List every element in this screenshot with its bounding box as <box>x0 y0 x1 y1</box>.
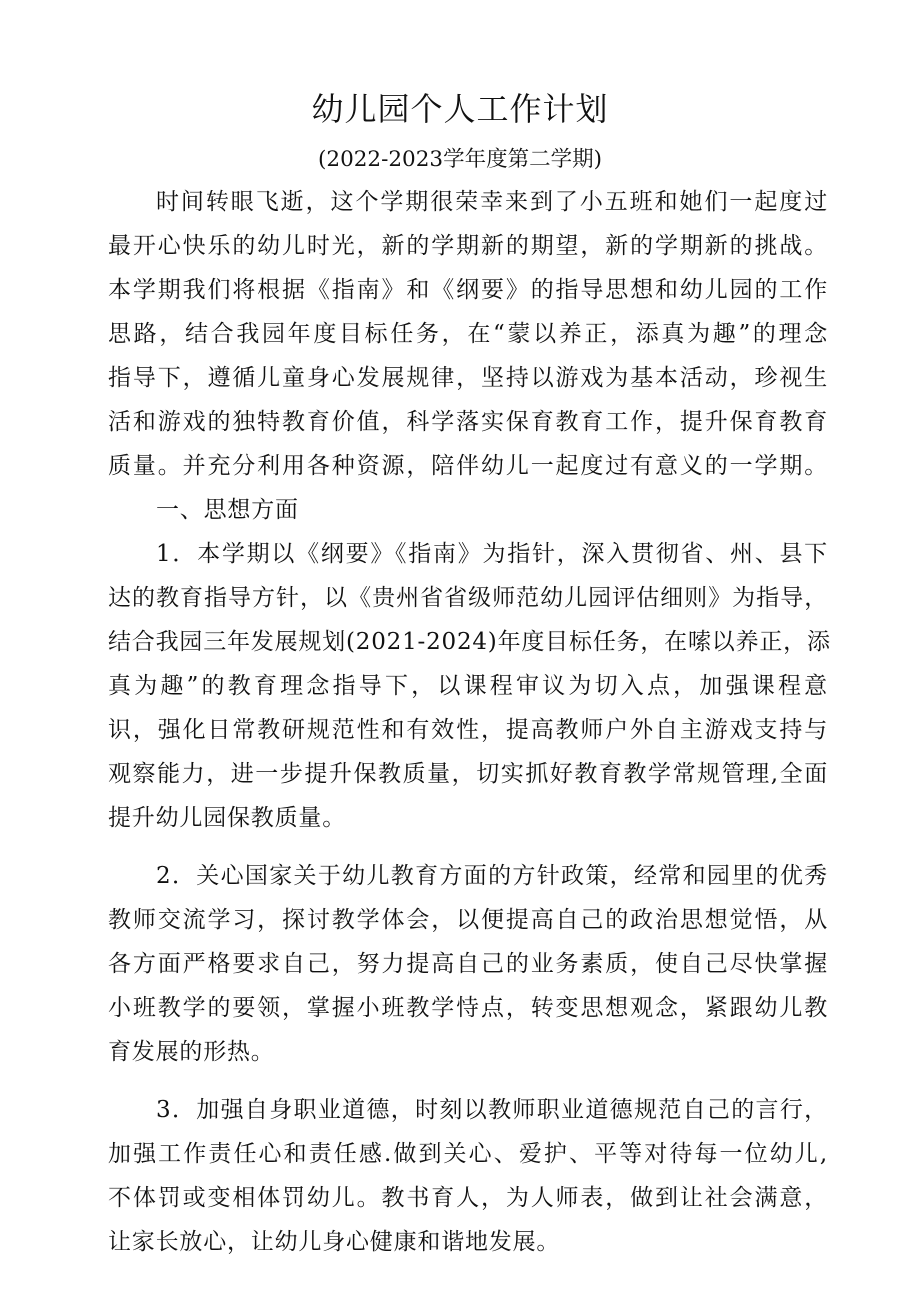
text-line: 提升幼儿园保教质量。 <box>108 805 346 831</box>
text-line: 教师交流学习，探讨教学体会，以便提高自己的政治思想觉悟，从 <box>108 907 828 933</box>
text-line: 达的教育指导方针，以《贵州省省级师范幼儿园评估细则》为指导， <box>108 585 828 611</box>
document-subtitle: (2022-2023学年度第二学期) <box>318 147 602 172</box>
text-line: 识，强化日常教研规范性和有效性，提高教师户外自主游戏支持与 <box>108 717 828 743</box>
text-line: 让家长放心，让幼儿身心健康和谐地发展。 <box>108 1229 561 1255</box>
text-line: 思路，结合我园年度目标任务，在“蒙以养正，添真为趣”的理念 <box>108 321 828 347</box>
text-line: 活和游戏的独特教育价值，科学落实保育教育工作，提升保育教育 <box>108 409 828 435</box>
text-line: 时间转眼飞逝，这个学期很荣幸来到了小五班和她们一起度过 <box>156 189 828 215</box>
text-line: 真为趣”的教育理念指导下，以课程审议为切入点，加强课程意 <box>108 673 828 699</box>
document-body <box>108 180 831 1264</box>
text-line: 指导下，遵循儿童身心发展规律，坚持以游戏为基本活动，珍视生 <box>108 365 828 391</box>
section-heading: 一、思想方面 <box>156 497 299 523</box>
text-line: 3．加强自身职业道德，时刻以教师职业道德规范自己的言行， <box>156 1097 828 1123</box>
text-line: 观察能力，进一步提升保教质量，切实抓好教育教学常规管理,全面 <box>108 761 828 787</box>
text-line: 各方面严格要求自己，努力提高自己的业务素质，使自己尽快掌握 <box>108 951 828 977</box>
text-line: 结合我园三年发展规划(2021-2024)年度目标任务，在嗦以养正，添 <box>108 629 831 655</box>
text-line: 加强工作责任心和责任感.做到关心、爱护、平等对待每一位幼儿, <box>108 1141 828 1167</box>
text-line: 质量。并充分利用各种资源，陪伴幼儿一起度过有意义的一学期。 <box>108 453 828 479</box>
text-line: 2．关心国家关于幼儿教育方面的方针政策，经常和园里的优秀 <box>156 863 828 889</box>
text-line: 本学期我们将根据《指南》和《纲要》的指导思想和幼儿园的工作 <box>108 277 828 303</box>
text-line: 育发展的形热。 <box>108 1039 275 1065</box>
text-line: 不体罚或变相体罚幼儿。教书育人，为人师表，做到让社会满意， <box>108 1185 828 1211</box>
text-line: 1．本学期以《纲要》《指南》为指针，深入贯彻省、州、县下 <box>156 541 828 567</box>
text-line: 小班教学的要领，掌握小班教学恃点，转变思想观念，紧跟幼儿教 <box>108 995 828 1021</box>
text-line: 最开心快乐的幼儿时光，新的学期新的期望，新的学期新的挑战。 <box>108 233 828 259</box>
document-title: 幼儿园个人工作计划 <box>311 90 609 128</box>
